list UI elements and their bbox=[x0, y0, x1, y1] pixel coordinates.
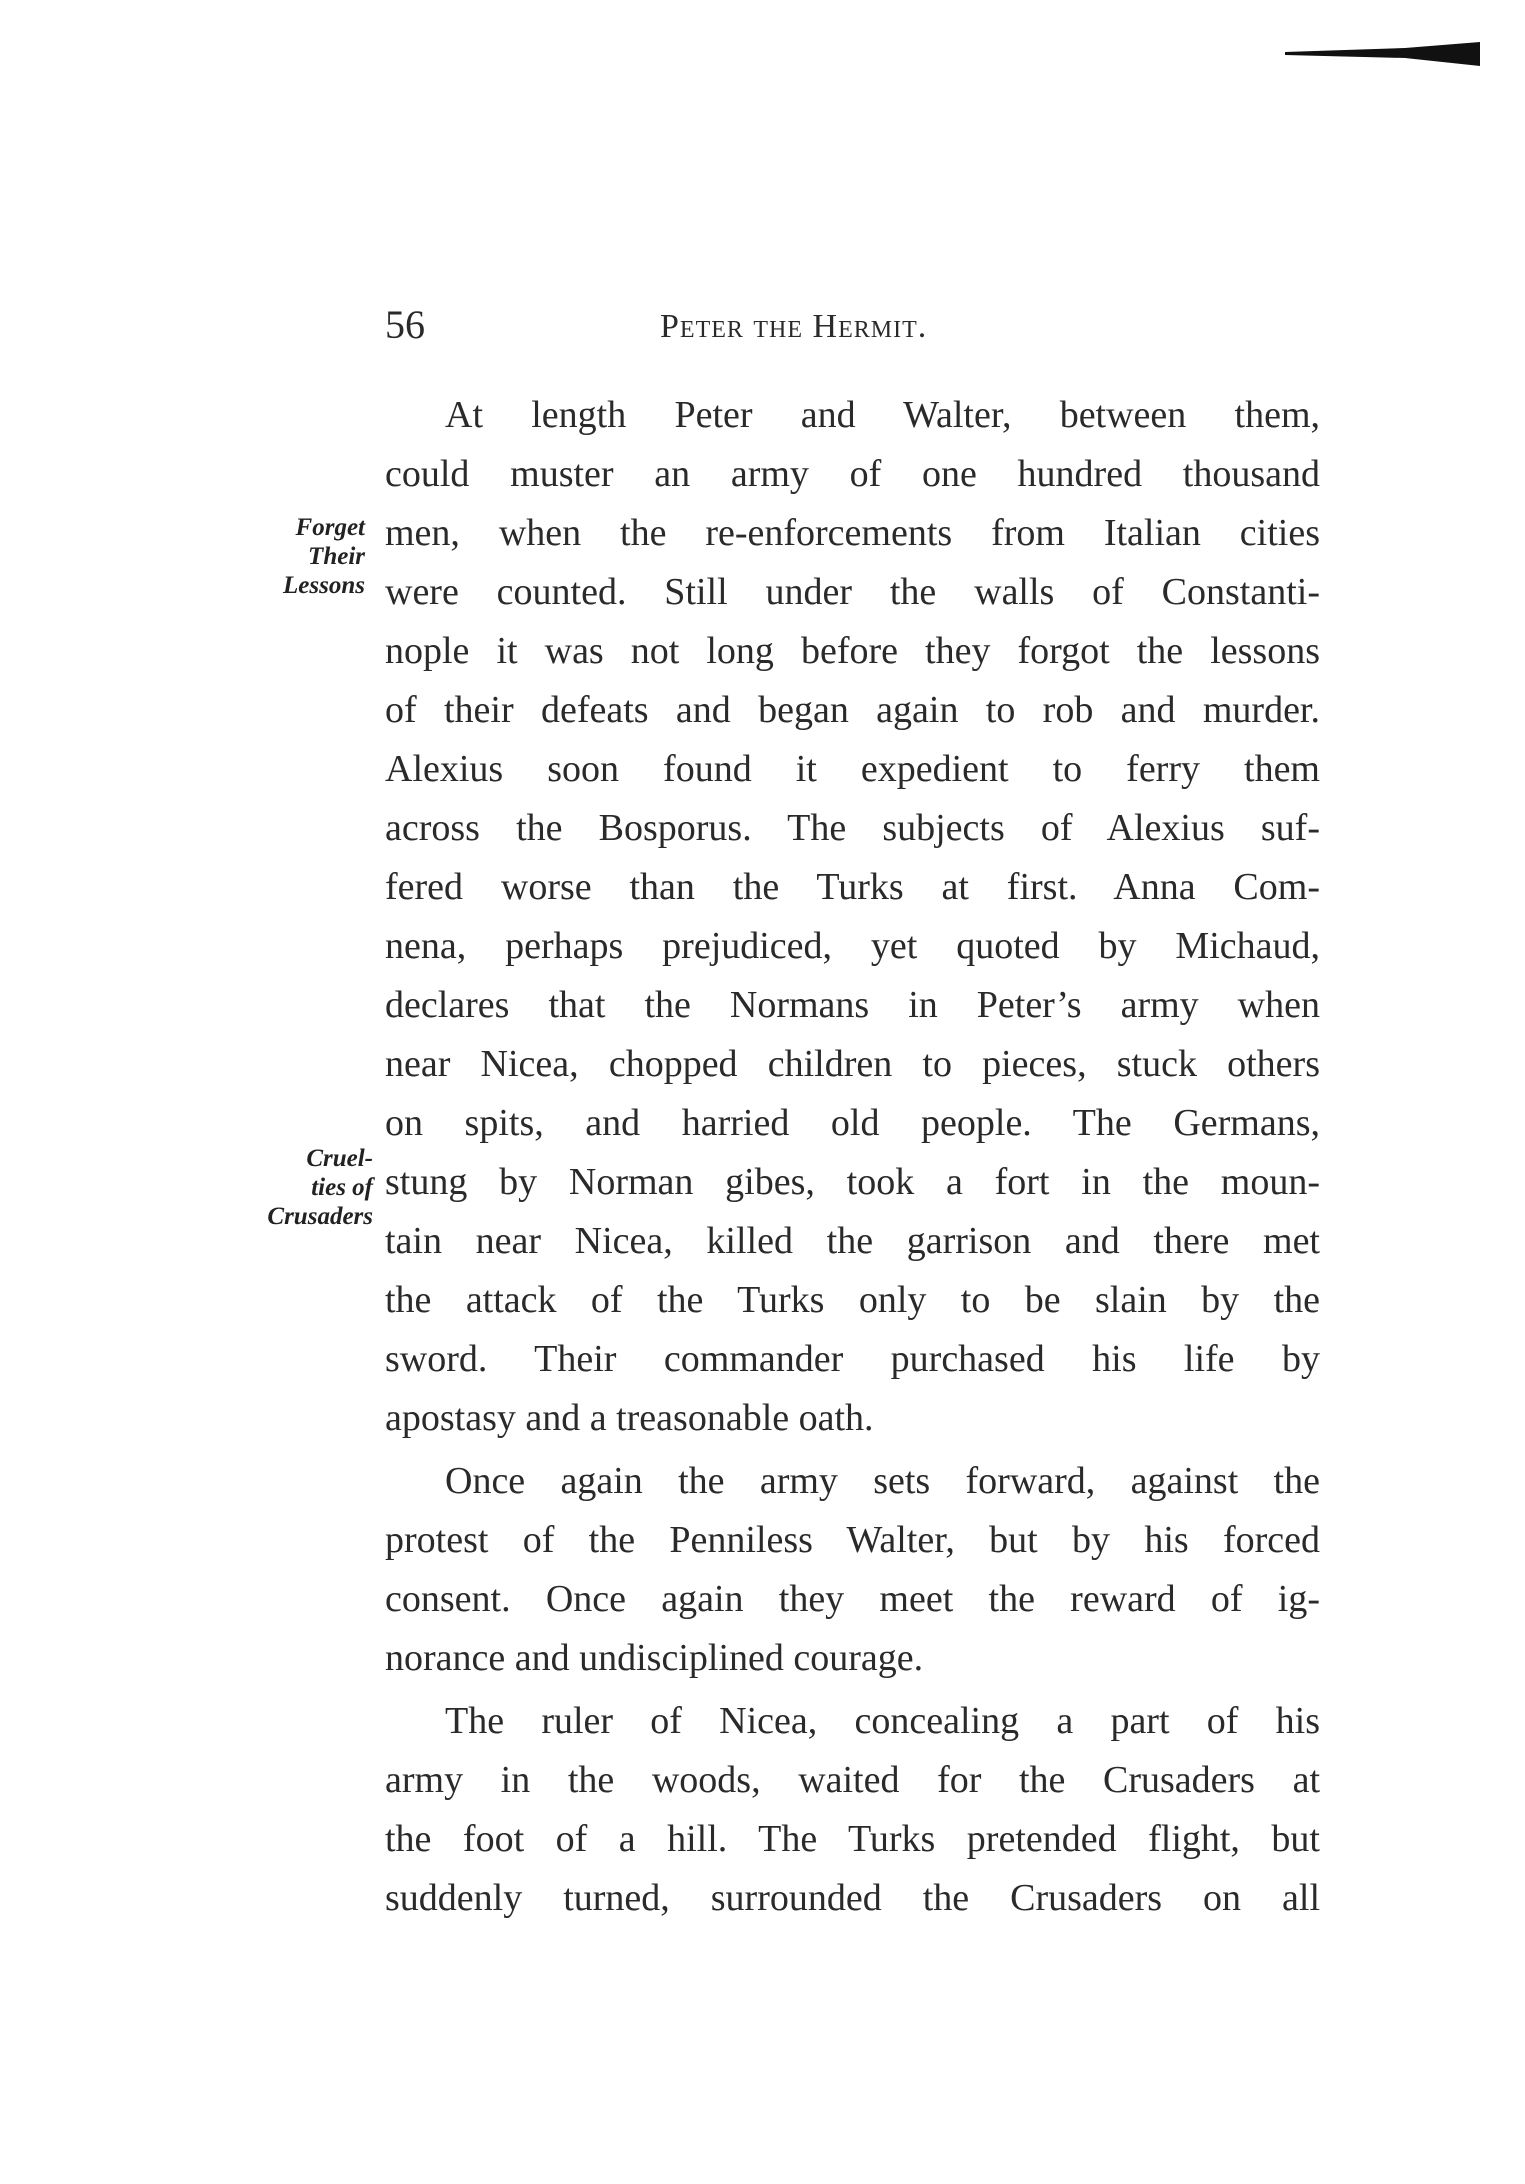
sidenote-line: Forget bbox=[295, 514, 365, 541]
text-line: apostasy and a treasonable oath. bbox=[385, 1397, 874, 1439]
text-line: suddenly turned, surrounded the Crusaders on all bbox=[385, 1877, 1320, 1919]
sidenote-line: Crusaders bbox=[267, 1203, 373, 1230]
text-line: The ruler of Nicea, concealing a part of his bbox=[445, 1700, 1320, 1742]
text-line: sword. Their commander purchased his life by bbox=[385, 1338, 1320, 1380]
text-line: nople it was not long before they forgot the lessons bbox=[385, 630, 1320, 672]
sidenote-line: Their bbox=[308, 543, 365, 570]
sidenote-forget-their-lessons bbox=[283, 513, 365, 600]
text-line: At length Peter and Walter, between them, bbox=[445, 394, 1320, 436]
text-line: near Nicea, chopped children to pieces, stuck others bbox=[385, 1043, 1320, 1085]
sidenote-line: Cruel- bbox=[306, 1145, 373, 1172]
running-head: Peter the Hermit. bbox=[660, 308, 928, 345]
text-line: protest of the Penniless Walter, but by his forced bbox=[385, 1519, 1320, 1561]
text-line: the foot of a hill. The Turks pretended flight, but bbox=[385, 1818, 1320, 1860]
text-line: Once again the army sets forward, against the bbox=[445, 1460, 1320, 1502]
text-line: declares that the Normans in Peter’s army when bbox=[385, 984, 1320, 1026]
page-number: 56 bbox=[385, 302, 425, 347]
sidenote-line: ties of bbox=[311, 1174, 373, 1201]
text-line: were counted. Still under the walls of Constanti- bbox=[385, 571, 1320, 613]
text-line: stung by Norman gibes, took a fort in the moun- bbox=[385, 1161, 1320, 1203]
text-line: across the Bosporus. The subjects of Alexius suf- bbox=[385, 807, 1320, 849]
text-line: men, when the re-enforcements from Italian cities bbox=[385, 512, 1320, 554]
paragraph bbox=[385, 386, 1320, 1448]
text-line: nena, perhaps prejudiced, yet quoted by Michaud, bbox=[385, 925, 1320, 967]
text-line: Alexius soon found it expedient to ferry them bbox=[385, 748, 1320, 790]
text-line: consent. Once again they meet the reward of ig- bbox=[385, 1578, 1320, 1620]
body-text bbox=[385, 386, 1320, 1928]
sidenote-line: Lessons bbox=[283, 572, 365, 599]
text-line: fered worse than the Turks at first. Anna Com- bbox=[385, 866, 1320, 908]
text-line: on spits, and harried old people. The Germans, bbox=[385, 1102, 1320, 1144]
sidenote-cruelties-of-crusaders bbox=[267, 1144, 373, 1231]
text-line: norance and undisciplined courage. bbox=[385, 1637, 924, 1679]
corner-scan-mark bbox=[1285, 38, 1480, 68]
text-line: of their defeats and began again to rob and murder. bbox=[385, 689, 1320, 731]
paragraph bbox=[385, 1452, 1320, 1688]
text-line: tain near Nicea, killed the garrison and there met bbox=[385, 1220, 1320, 1262]
text-line: the attack of the Turks only to be slain by the bbox=[385, 1279, 1320, 1321]
text-line: could muster an army of one hundred thousand bbox=[385, 453, 1320, 495]
text-line: army in the woods, waited for the Crusaders at bbox=[385, 1759, 1320, 1801]
paragraph bbox=[385, 1692, 1320, 1928]
